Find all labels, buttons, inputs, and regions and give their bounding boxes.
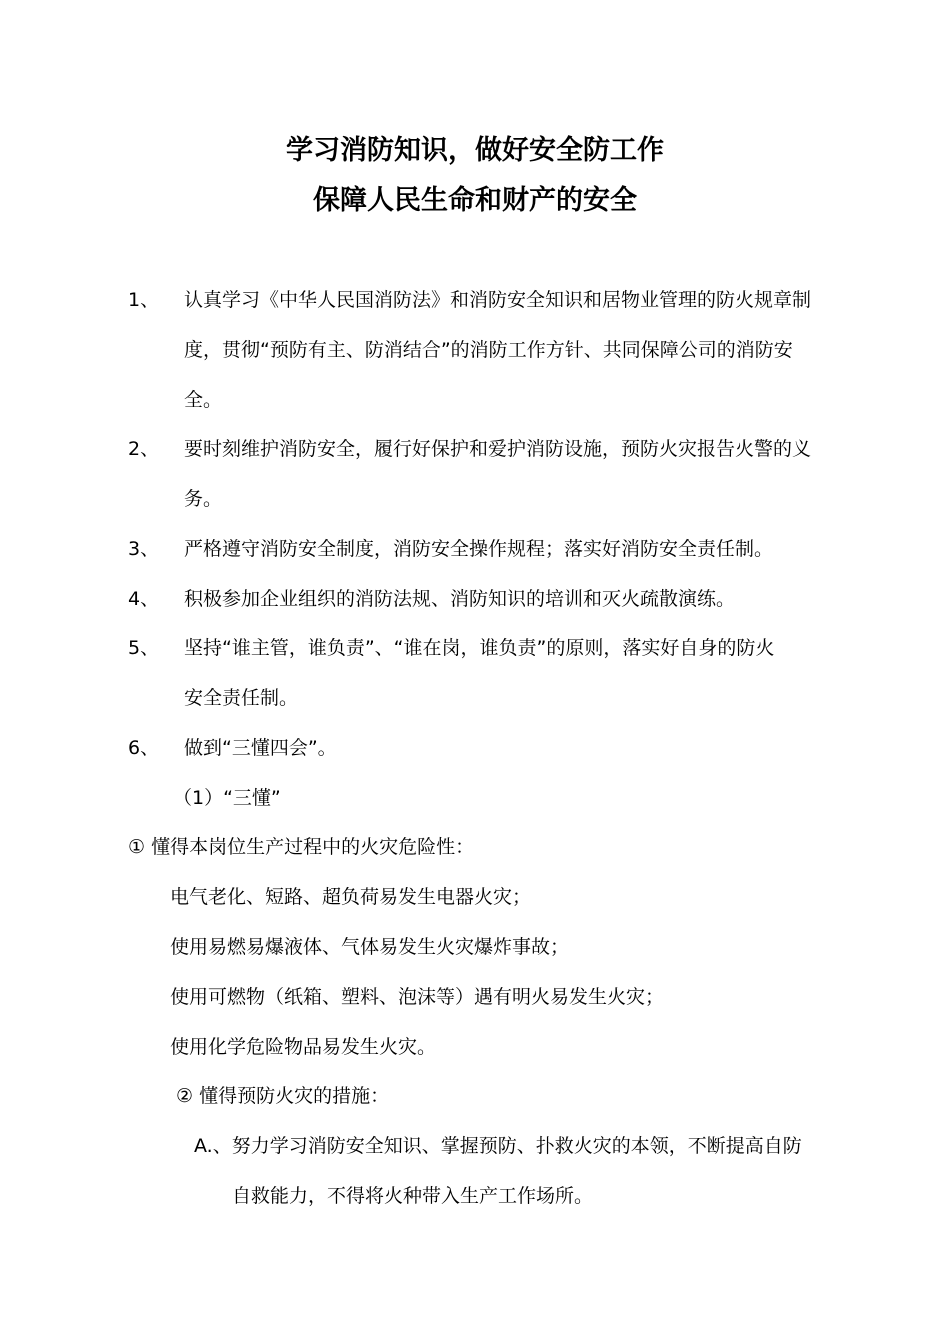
risk-line-1: 电气老化、短路、超负荷易发生电器火灾； <box>170 886 532 908</box>
title-line-1: 学习消防知识，做好安全防工作 <box>286 135 664 166</box>
risk-line-4: 使用化学危险物品易发生火灾。 <box>170 1036 437 1058</box>
item-4-number: 4、 <box>128 588 160 610</box>
item-1-line-2: 度，贯彻“预防有主、防消结合”的消防工作方针、共同保障公司的消防安 <box>184 339 793 361</box>
point-1-heading: ① 懂得本岗位生产过程中的火灾危险性： <box>128 836 475 858</box>
item-2-line-1: 要时刻维护消防安全，履行好保护和爱护消防设施，预防火灾报告火警的义 <box>184 438 812 460</box>
risk-line-2: 使用易燃易爆液体、气体易发生火灾爆炸事故； <box>170 936 570 958</box>
item-4-line-1: 积极参加企业组织的消防法规、消防知识的培训和灭火疏散演练。 <box>184 588 736 610</box>
item-2-line-2: 务。 <box>184 488 223 510</box>
item-6-line-1: 做到“三懂四会”。 <box>184 737 337 759</box>
measure-a-line-2: 自救能力，不得将火种带入生产工作场所。 <box>232 1185 594 1207</box>
item-1-number: 1、 <box>128 289 160 311</box>
item-3-number: 3、 <box>128 538 160 560</box>
item-1-line-3: 全。 <box>184 389 223 411</box>
item-5-line-2: 安全责任制。 <box>184 687 299 709</box>
title-line-2: 保障人民生命和财产的安全 <box>313 185 637 216</box>
item-5-number: 5、 <box>128 637 160 659</box>
item-3-line-1: 严格遵守消防安全制度，消防安全操作规程；落实好消防安全责任制。 <box>184 538 774 560</box>
item-2-number: 2、 <box>128 438 160 460</box>
risk-line-3: 使用可燃物（纸箱、塑料、泡沫等）遇有明火易发生火灾； <box>170 986 665 1008</box>
three-understand-heading: （1）“三懂” <box>173 787 281 809</box>
item-6-number: 6、 <box>128 737 160 759</box>
point-2-heading: ② 懂得预防火灾的措施： <box>176 1085 390 1107</box>
measure-a-line-1: A.、努力学习消防安全知识、掌握预防、扑救火灾的本领，不断提高自防 <box>194 1135 802 1157</box>
item-1-line-1: 认真学习《中华人民国消防法》和消防安全知识和居物业管理的防火规章制 <box>184 289 812 311</box>
item-5-line-1: 坚持“谁主管，谁负责”、“谁在岗，谁负责”的原则，落实好自身的防火 <box>184 637 775 659</box>
